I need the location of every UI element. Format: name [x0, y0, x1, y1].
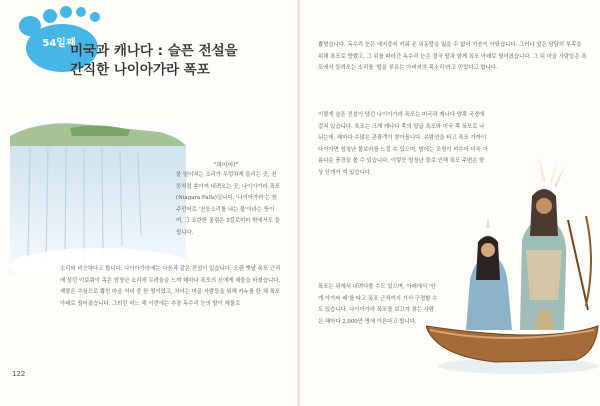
paragraph-2-text: 이렇게 슬픈 전설이 담긴 나이아가라 폭포는 미국과 캐나다 양쪽 국경에 걸쳐 있습니다. 폭포는 크게 캐나다 쪽의 말굽 폭포와 미국 쪽 폭포로 나뉘는데, 해마다 수많은 관광객이 찾아옵니다. 유람선을 타고 폭포 가까이 다가가면 엄청난 물보라를 느낄 수 있으며, 밤에는 조명이 비추어 더욱 아름다운 풍경을 볼 수 있습니다. 이렇듯 엄청난 물로 인해 폭포 주변은 항상 안개가 껴 있습니다.: [318, 112, 488, 176]
page-title: [70, 42, 270, 80]
right-page: [300, 0, 600, 406]
body-text-wrap: 물 떨어지는 소리가 우렁차게 들리는 곳, 천둥처럼 쏟아져 내려오는 곳, 나이아가라 폭포(Niagara Falls)입니다. '나이아가라'는 원주민어로 '천둥소리를 내는 물'이라는 뜻이며, 그 요란한 울림은 5킬로미터 밖에서도 들립니다.: [176, 172, 281, 236]
canoe-illustration: [426, 130, 600, 380]
page-number: 122: [12, 370, 26, 378]
paragraph-1: [318, 40, 588, 75]
paragraph-1-text: 뽑혔습니다. 독수리 눈은 애지중지 키워 온 외동딸을 잃을 수 없어 가슴이 아팠습니다. 그러나 딸은 담담히 부족을 위해 폭포로 향했고, 그 뒤를 따라간 독수리 눈은 결국 딸과 함께 폭포 아래로 떨어졌습니다. 그 뒤 마을 사람들은 폭포에서 들려오는 소리를 '딸을 부르는 아버지의 목소리'라고 믿었다고 합니다.: [318, 42, 587, 72]
body-text-full: 소리와 비슷하다고 합니다. 나이아가라에는 다음과 같은 전설이 있습니다. 오랜 옛날 폭포 근처에 살던 이로쿼이 족은 엄청난 소리에 두려움을 느껴 해마다 폭포의 신에게 제물을 바쳤습니다. 제물은 추첨으로 뽑힌 마을 처녀 중 한 명이었고, 처녀는 마을 사람들을 위해 카누를 탄 채 폭포 아래로 떨어졌습니다. 그러던 어느 해 이번에는 추장 독수리 눈의 딸이 제물로: [60, 266, 281, 307]
day-badge: 54일째: [42, 38, 76, 49]
title-line-2: 간직한 나이아가라 폭포: [70, 62, 210, 78]
quote-text: "콰아아!": [213, 162, 239, 169]
title-line-1: 미국과 캐나다 : 슬픈 전설을: [70, 43, 238, 59]
waterfall-illustration: [10, 116, 186, 276]
paragraph-3-text: 폭포는 위에서 내려다볼 수도 있으며, 아래에서 '안개 아가씨 배'를 타고 폭포 근처까지 가서 구경할 수도 있습니다. 나이아가라 폭포를 보고자 찾는 사람은 해마다 2,000만 명에 이른다고 합니다.: [318, 284, 438, 325]
paragraph-3: [318, 282, 438, 328]
